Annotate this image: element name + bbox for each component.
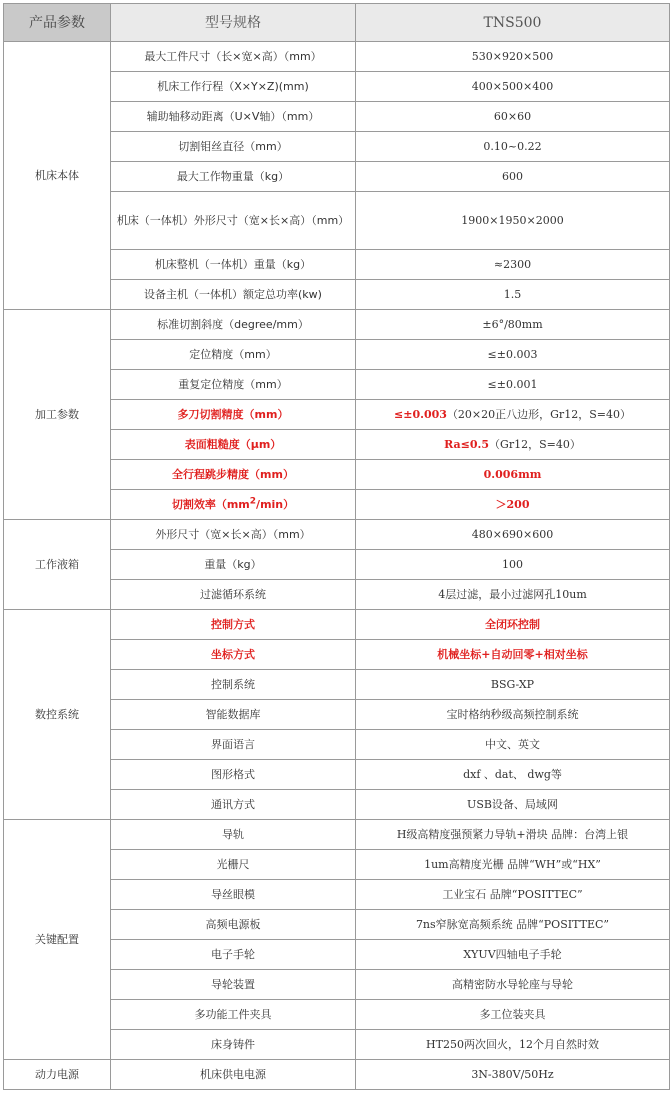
spec-value: 1900×1950×2000 <box>461 213 564 227</box>
spec-label-cell <box>111 340 356 370</box>
category-cell: 动力电源 <box>4 1060 111 1090</box>
spec-value-cell <box>356 340 670 370</box>
spec-label: 导轨 <box>222 827 244 841</box>
spec-label-cell <box>111 460 356 490</box>
category-cell: 加工参数 <box>4 310 111 520</box>
spec-label: 定位精度（mm） <box>189 347 277 361</box>
spec-label: 图形格式 <box>211 767 255 781</box>
spec-value: ±6°/80mm <box>482 317 543 331</box>
spec-label: 机床供电电源 <box>200 1067 266 1081</box>
spec-label-cell <box>111 1060 356 1090</box>
spec-value-cell <box>356 520 670 550</box>
spec-value-cell <box>356 72 670 102</box>
spec-label-cell <box>111 132 356 162</box>
spec-label-cell <box>111 610 356 640</box>
spec-value-cell <box>356 132 670 162</box>
spec-label-cell <box>111 700 356 730</box>
table-header-row <box>4 4 670 42</box>
spec-label-cell <box>111 790 356 820</box>
spec-value: 多工位装夹具 <box>479 1007 546 1021</box>
spec-label-cell <box>111 280 356 310</box>
spec-value: BSG-XP <box>490 677 535 691</box>
spec-label-cell <box>111 1000 356 1030</box>
spec-value: ≈2300 <box>493 257 532 271</box>
spec-value: 全闭环控制 <box>485 617 540 631</box>
spec-label-cell <box>111 1030 356 1060</box>
spec-label: 过滤循环系统 <box>200 587 266 601</box>
spec-value: 中文、英文 <box>485 737 540 751</box>
spec-value: 3N-380V/50Hz <box>471 1067 554 1081</box>
spec-value: 高精密防水导轮座与导轮 <box>452 977 573 991</box>
spec-value-cell <box>356 250 670 280</box>
spec-label: 导丝眼模 <box>211 887 255 901</box>
spec-label: 机床整机（一体机）重量（kg） <box>154 257 312 271</box>
spec-label-cell <box>111 162 356 192</box>
spec-value: 100 <box>502 557 523 571</box>
spec-label: 坐标方式 <box>211 647 255 661</box>
spec-label: 表面粗糙度（μm） <box>184 437 282 451</box>
spec-value: ≤±0.003 <box>487 347 538 361</box>
spec-value-cell <box>356 400 670 430</box>
spec-value-cell <box>356 760 670 790</box>
spec-label-cell <box>111 730 356 760</box>
spec-label: 多刀切割精度（mm） <box>177 407 289 421</box>
spec-value: XYUV四轴电子手轮 <box>463 947 562 961</box>
spec-value: HT250两次回火，12个月自然时效 <box>426 1037 599 1051</box>
spec-label: 设备主机（一体机）额定总功率(kw) <box>144 287 322 301</box>
spec-value-cell <box>356 370 670 400</box>
spec-value-cell <box>356 970 670 1000</box>
spec-value: 1um高精度光栅 品牌“WH”或“HX” <box>424 857 601 871</box>
spec-label-superscript: 2 <box>249 495 257 506</box>
spec-value-cell <box>356 1060 670 1090</box>
spec-label: 高频电源板 <box>205 917 261 931</box>
spec-label: 重复定位精度（mm） <box>178 377 288 391</box>
spec-table-body <box>4 4 670 1090</box>
spec-value: dxf 、dat、 dwg等 <box>463 767 562 781</box>
spec-value: 4层过滤，最小过滤网孔10um <box>438 587 587 601</box>
spec-label: 光栅尺 <box>216 857 250 871</box>
spec-label: 最大工作物重量（kg） <box>176 169 290 183</box>
spec-value-cell <box>356 1030 670 1060</box>
spec-value: 0.10~0.22 <box>483 139 542 153</box>
spec-label: 辅助轴移动距离（U×V轴）（mm） <box>146 109 320 123</box>
spec-value: 60×60 <box>493 109 532 123</box>
spec-label-cell <box>111 970 356 1000</box>
spec-label-cell <box>111 72 356 102</box>
spec-label: 导轮装置 <box>211 977 255 991</box>
spec-value-cell <box>356 42 670 72</box>
spec-value: 0.006mm <box>483 467 542 481</box>
category-cell: 机床本体 <box>4 42 111 310</box>
spec-value-cell <box>356 102 670 132</box>
table-row <box>4 42 670 72</box>
spec-value-cell <box>356 610 670 640</box>
spec-label-cell <box>111 370 356 400</box>
spec-label: 智能数据库 <box>205 707 261 721</box>
spec-value-cell <box>356 1000 670 1030</box>
spec-value: 480×690×600 <box>471 527 554 541</box>
spec-value-cell <box>356 880 670 910</box>
spec-value: 7ns窄脉宽高频系统 品牌“POSITTEC” <box>415 917 610 931</box>
spec-value: 机械坐标+自动回零+相对坐标 <box>437 647 588 661</box>
spec-value-note: （Gr12，S=40） <box>489 437 581 451</box>
table-row <box>4 310 670 340</box>
spec-value: 400×500×400 <box>471 79 554 93</box>
spec-label-cell <box>111 250 356 280</box>
spec-label: 通讯方式 <box>211 797 255 811</box>
spec-value-cell <box>356 550 670 580</box>
spec-label-cell <box>111 910 356 940</box>
spec-label-cell <box>111 940 356 970</box>
spec-value-cell <box>356 700 670 730</box>
spec-label: 外形尺寸（宽×长×高）（mm） <box>155 527 311 541</box>
spec-value-cell <box>356 430 670 460</box>
spec-table <box>3 3 670 1090</box>
spec-label-cell <box>111 490 356 520</box>
spec-value-cell <box>356 730 670 760</box>
spec-value: 宝时格纳秒级高频控制系统 <box>446 707 579 721</box>
spec-label: 最大工件尺寸（长×宽×高）（mm） <box>144 49 322 63</box>
spec-label-cell <box>111 580 356 610</box>
spec-value: Ra≤0.5 <box>444 437 490 451</box>
spec-value-cell <box>356 460 670 490</box>
header-product-params: 产品参数 <box>4 4 111 42</box>
spec-label-cell <box>111 42 356 72</box>
spec-value-cell <box>356 910 670 940</box>
spec-value: ≤±0.003 <box>394 407 447 421</box>
spec-label: 全行程跳步精度（mm） <box>172 467 294 481</box>
spec-label: 多功能工件夹具 <box>194 1007 272 1021</box>
spec-label: 机床（一体机）外形尺寸（宽×长×高）（mm） <box>116 213 350 227</box>
spec-label-cell <box>111 430 356 460</box>
header-model-spec: 型号规格 <box>111 4 356 42</box>
spec-value-cell <box>356 670 670 700</box>
spec-label-tail: /min） <box>256 497 295 511</box>
spec-label-cell <box>111 880 356 910</box>
spec-label: 切割效率（mm <box>171 497 250 511</box>
spec-value: 600 <box>502 169 523 183</box>
spec-label-cell <box>111 550 356 580</box>
spec-value-cell <box>356 490 670 520</box>
spec-label: 电子手轮 <box>211 947 255 961</box>
spec-value-cell <box>356 790 670 820</box>
table-row <box>4 1060 670 1090</box>
spec-label: 机床工作行程（X×Y×Z)(mm) <box>157 79 309 93</box>
spec-value: USB设备、局域网 <box>467 797 558 811</box>
spec-value-cell <box>356 192 670 250</box>
spec-value: 530×920×500 <box>471 49 554 63</box>
spec-value: 1.5 <box>503 287 522 301</box>
spec-label-cell <box>111 192 356 250</box>
spec-value-cell <box>356 280 670 310</box>
spec-label-cell <box>111 640 356 670</box>
spec-value-cell <box>356 310 670 340</box>
table-row <box>4 610 670 640</box>
header-model-name: TNS500 <box>356 4 670 42</box>
spec-value: ＞200 <box>495 497 530 511</box>
spec-label-cell <box>111 310 356 340</box>
spec-label-cell <box>111 102 356 132</box>
spec-value-cell <box>356 820 670 850</box>
spec-label: 床身铸件 <box>211 1037 255 1051</box>
spec-value: ≤±0.001 <box>487 377 538 391</box>
spec-label: 界面语言 <box>211 737 255 751</box>
spec-label: 控制系统 <box>211 677 255 691</box>
spec-value: H级高精度强预紧力导轨+滑块 品牌：台湾上银 <box>396 827 629 841</box>
spec-value-cell <box>356 940 670 970</box>
table-row <box>4 520 670 550</box>
spec-label-cell <box>111 400 356 430</box>
spec-value-cell <box>356 850 670 880</box>
category-cell: 工作液箱 <box>4 520 111 610</box>
spec-label: 重量（kg） <box>204 557 262 571</box>
spec-value: 工业宝石 品牌“POSITTEC” <box>442 887 583 901</box>
table-row <box>4 820 670 850</box>
spec-label-cell <box>111 850 356 880</box>
spec-value-cell <box>356 580 670 610</box>
spec-value-note: （20×20正八边形，Gr12，S=40） <box>446 407 631 421</box>
spec-label-cell <box>111 520 356 550</box>
category-cell: 关键配置 <box>4 820 111 1060</box>
spec-label: 切割钼丝直径（mm） <box>178 139 288 153</box>
spec-label-cell <box>111 760 356 790</box>
spec-label-cell <box>111 670 356 700</box>
spec-label-cell <box>111 820 356 850</box>
category-cell: 数控系统 <box>4 610 111 820</box>
spec-value-cell <box>356 162 670 192</box>
spec-label: 标准切割斜度（degree/mm） <box>157 317 309 331</box>
spec-label: 控制方式 <box>211 617 255 631</box>
spec-value-cell <box>356 640 670 670</box>
